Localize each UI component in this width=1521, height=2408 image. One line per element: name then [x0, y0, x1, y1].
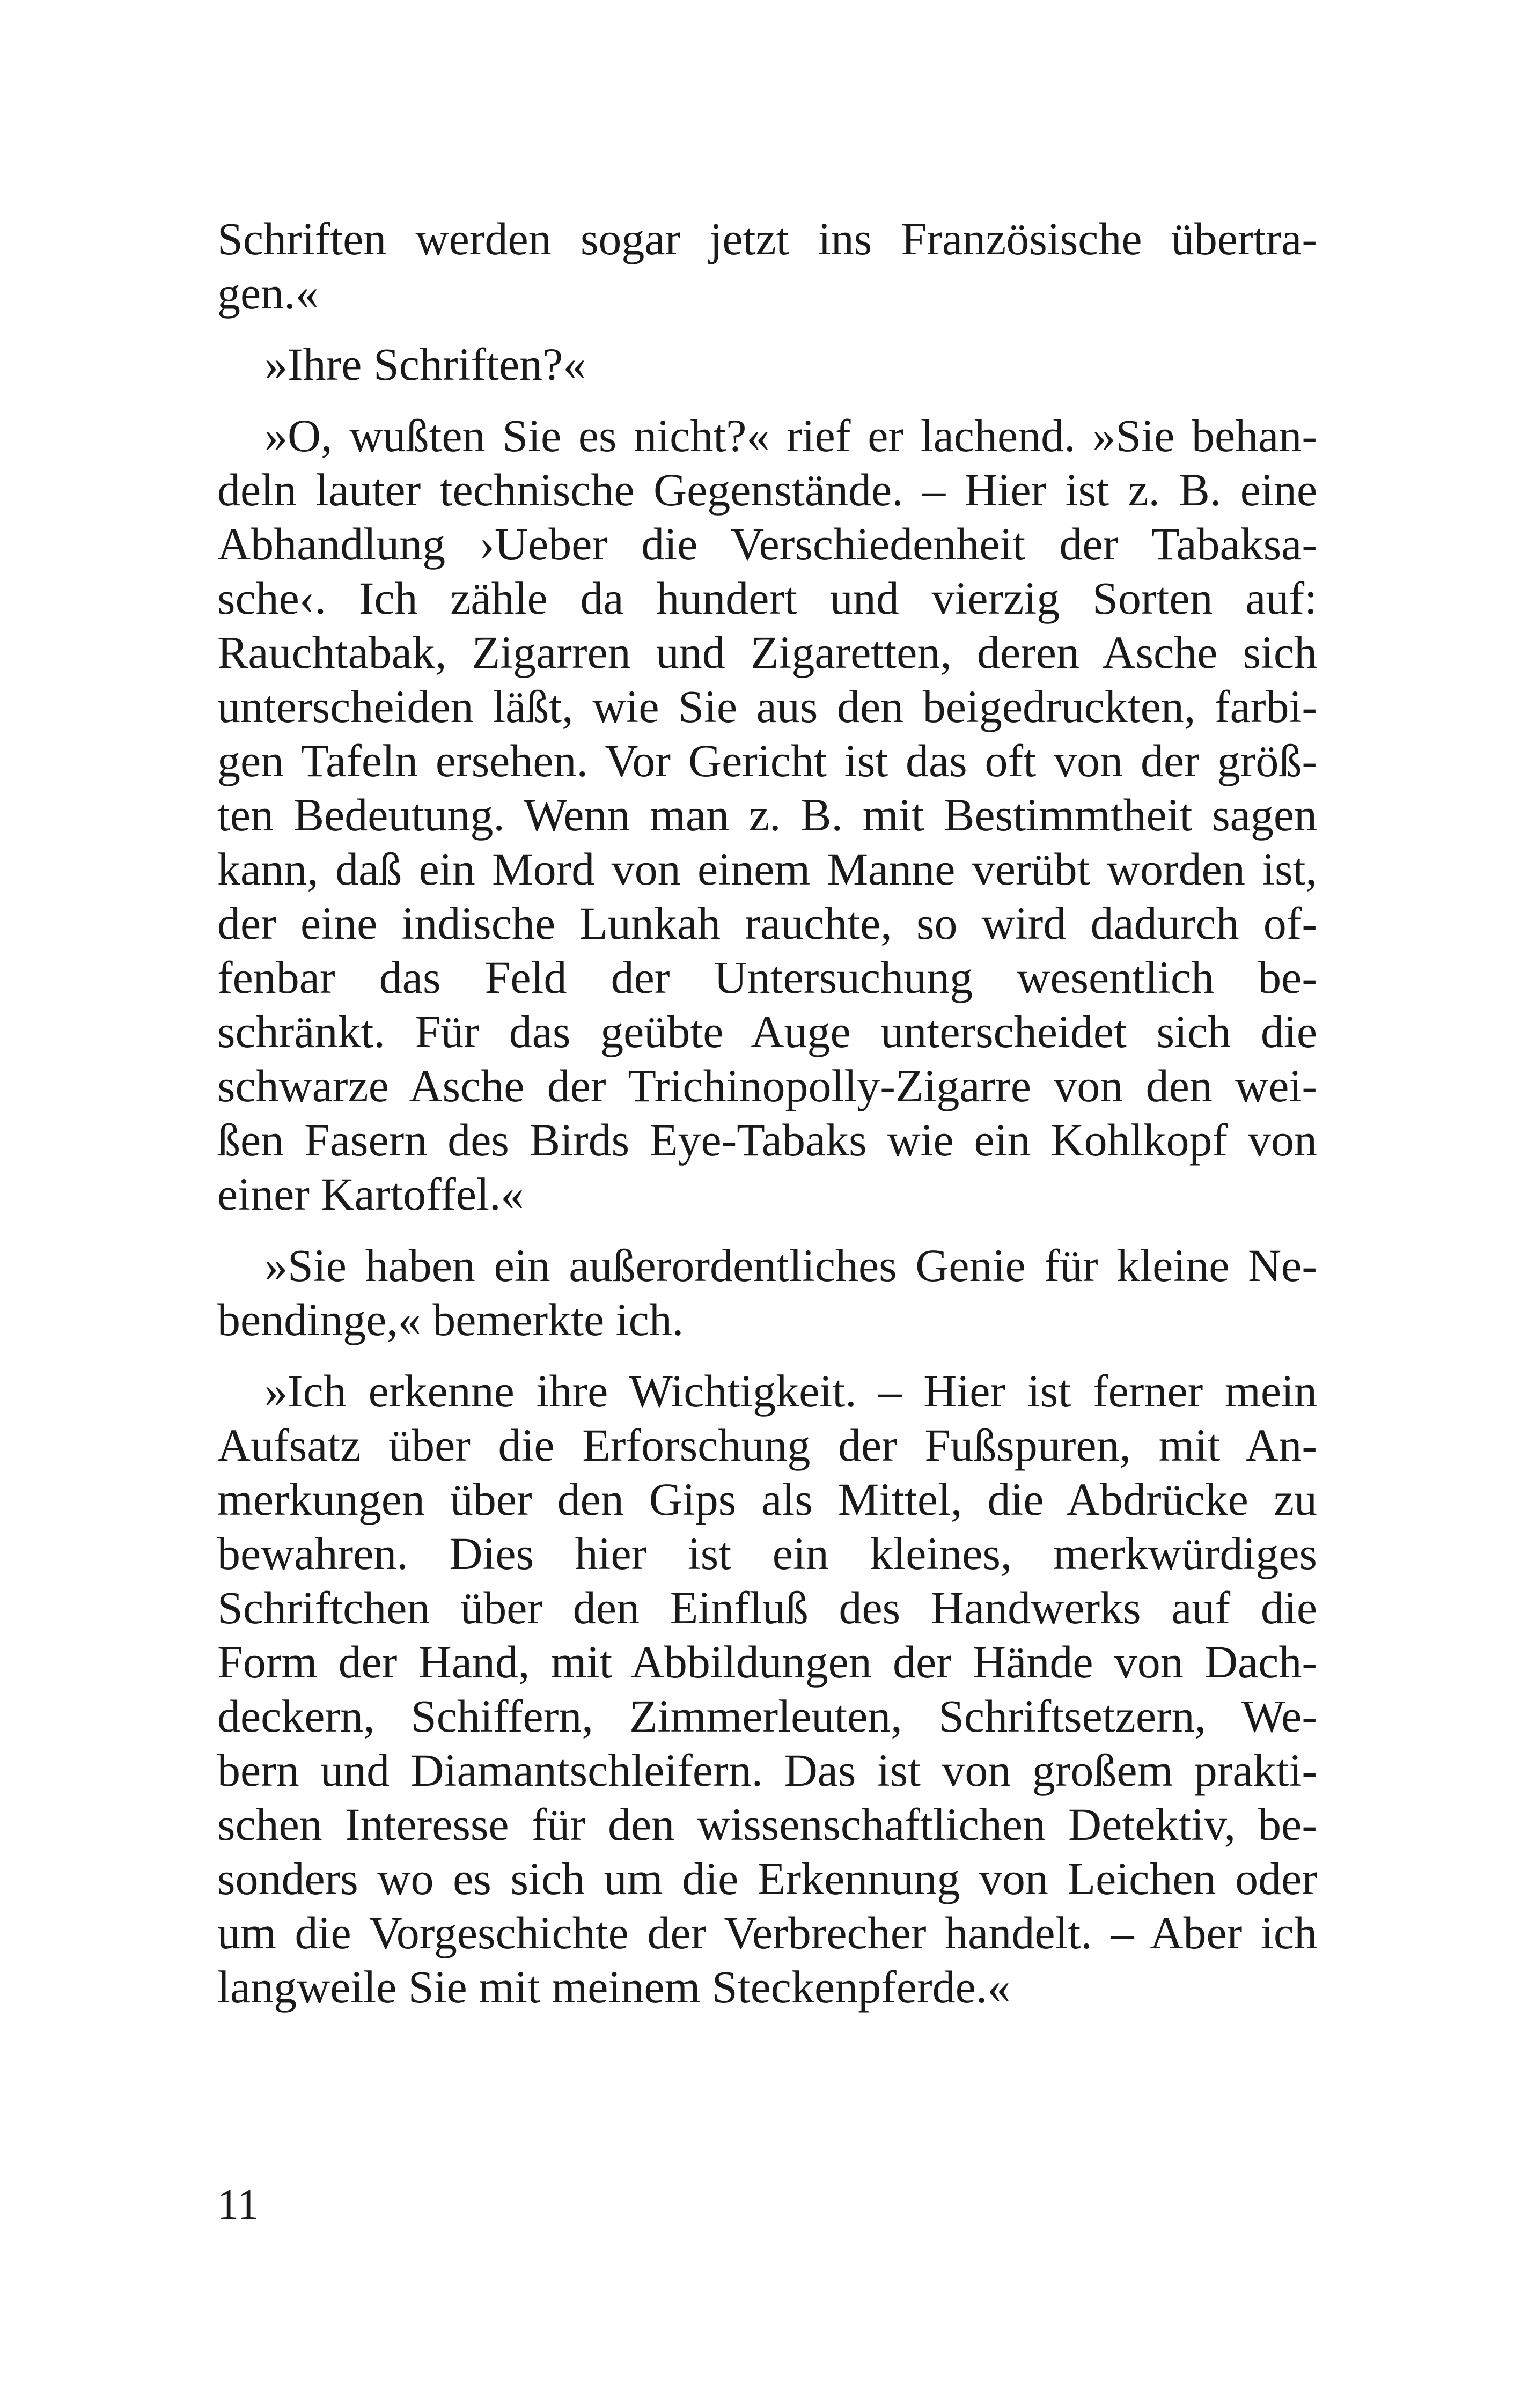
text-line: um die Vorgeschichte der Verbrecher handelt. – Aber ich: [217, 1907, 1317, 1958]
text-line: Aufsatz über die Erforschung der Fußspuren, mit An-: [217, 1419, 1317, 1471]
text-line: der eine indische Lunkah rauchte, so wird dadurch of-: [217, 897, 1317, 949]
paragraph-1: [217, 212, 1317, 320]
text-line: ßen Fasern des Birds Eye-Tabaks wie ein Kohlkopf von: [217, 1114, 1317, 1166]
paragraph-2: [217, 337, 1317, 392]
text-line: »Sie haben ein außerordentliches Genie für kleine Ne-: [264, 1240, 1317, 1291]
text-line: bendinge,« bemerkte ich.: [217, 1294, 684, 1345]
paragraph-4: [217, 1239, 1317, 1347]
text-line: gen Tafeln ersehen. Vor Gericht ist das oft von der größ-: [217, 735, 1317, 786]
text-line: langweile Sie mit meinem Steckenpferde.«: [217, 1961, 1011, 2013]
text-line: »O, wußten Sie es nicht?« rief er lachend. »Sie behan-: [264, 410, 1317, 461]
text-line: deckern, Schiffern, Zimmerleuten, Schriftsetzern, We-: [217, 1690, 1317, 1742]
text-line: »Ihre Schriften?«: [264, 338, 586, 390]
text-line: Schriftchen über den Einfluß des Handwerks auf die: [217, 1582, 1317, 1633]
text-line: »Ich erkenne ihre Wichtigkeit. – Hier ist ferner mein: [264, 1365, 1317, 1417]
text-line: kann, daß ein Mord von einem Manne verübt worden ist,: [217, 843, 1317, 895]
text-line: fenbar das Feld der Untersuchung wesentlich be-: [217, 952, 1317, 1003]
text-line: Rauchtabak, Zigarren und Zigaretten, deren Asche sich: [217, 627, 1317, 678]
text-line: Schriften werden sogar jetzt ins Französische übertra-: [217, 213, 1317, 264]
text-line: schen Interesse für den wissenschaftlichen Detektiv, be-: [217, 1799, 1317, 1850]
text-line: schränkt. Für das geübte Auge unterscheidet sich die: [217, 1006, 1317, 1057]
text-line: merkungen über den Gips als Mittel, die Abdrücke zu: [217, 1474, 1317, 1525]
paragraph-3: [217, 409, 1317, 1221]
text-line: gen.«: [217, 267, 319, 319]
text-line: Abhandlung ›Ueber die Verschiedenheit der Tabaksa-: [217, 518, 1317, 570]
text-line: ten Bedeutung. Wenn man z. B. mit Bestimmtheit sagen: [217, 789, 1317, 841]
text-line: sche‹. Ich zähle da hundert und vierzig Sorten auf:: [217, 572, 1317, 624]
book-page-body: [217, 212, 1317, 2014]
text-line: sonders wo es sich um die Erkennung von Leichen oder: [217, 1853, 1317, 1904]
paragraph-5: [217, 1364, 1317, 2014]
text-line: einer Kartoffel.«: [217, 1168, 524, 1220]
text-line: schwarze Asche der Trichinopolly-Zigarre von den wei-: [217, 1060, 1317, 1111]
text-line: unterscheiden läßt, wie Sie aus den beigedruckten, farbi-: [217, 681, 1317, 732]
page-number: 11: [217, 2181, 259, 2228]
text-line: Form der Hand, mit Abbildungen der Hände von Dach-: [217, 1636, 1317, 1688]
text-line: bern und Diamantschleifern. Das ist von großem prakti-: [217, 1744, 1317, 1796]
text-line: bewahren. Dies hier ist ein kleines, merkwürdiges: [217, 1528, 1317, 1579]
text-line: deln lauter technische Gegenstände. – Hier ist z. B. eine: [217, 464, 1317, 516]
